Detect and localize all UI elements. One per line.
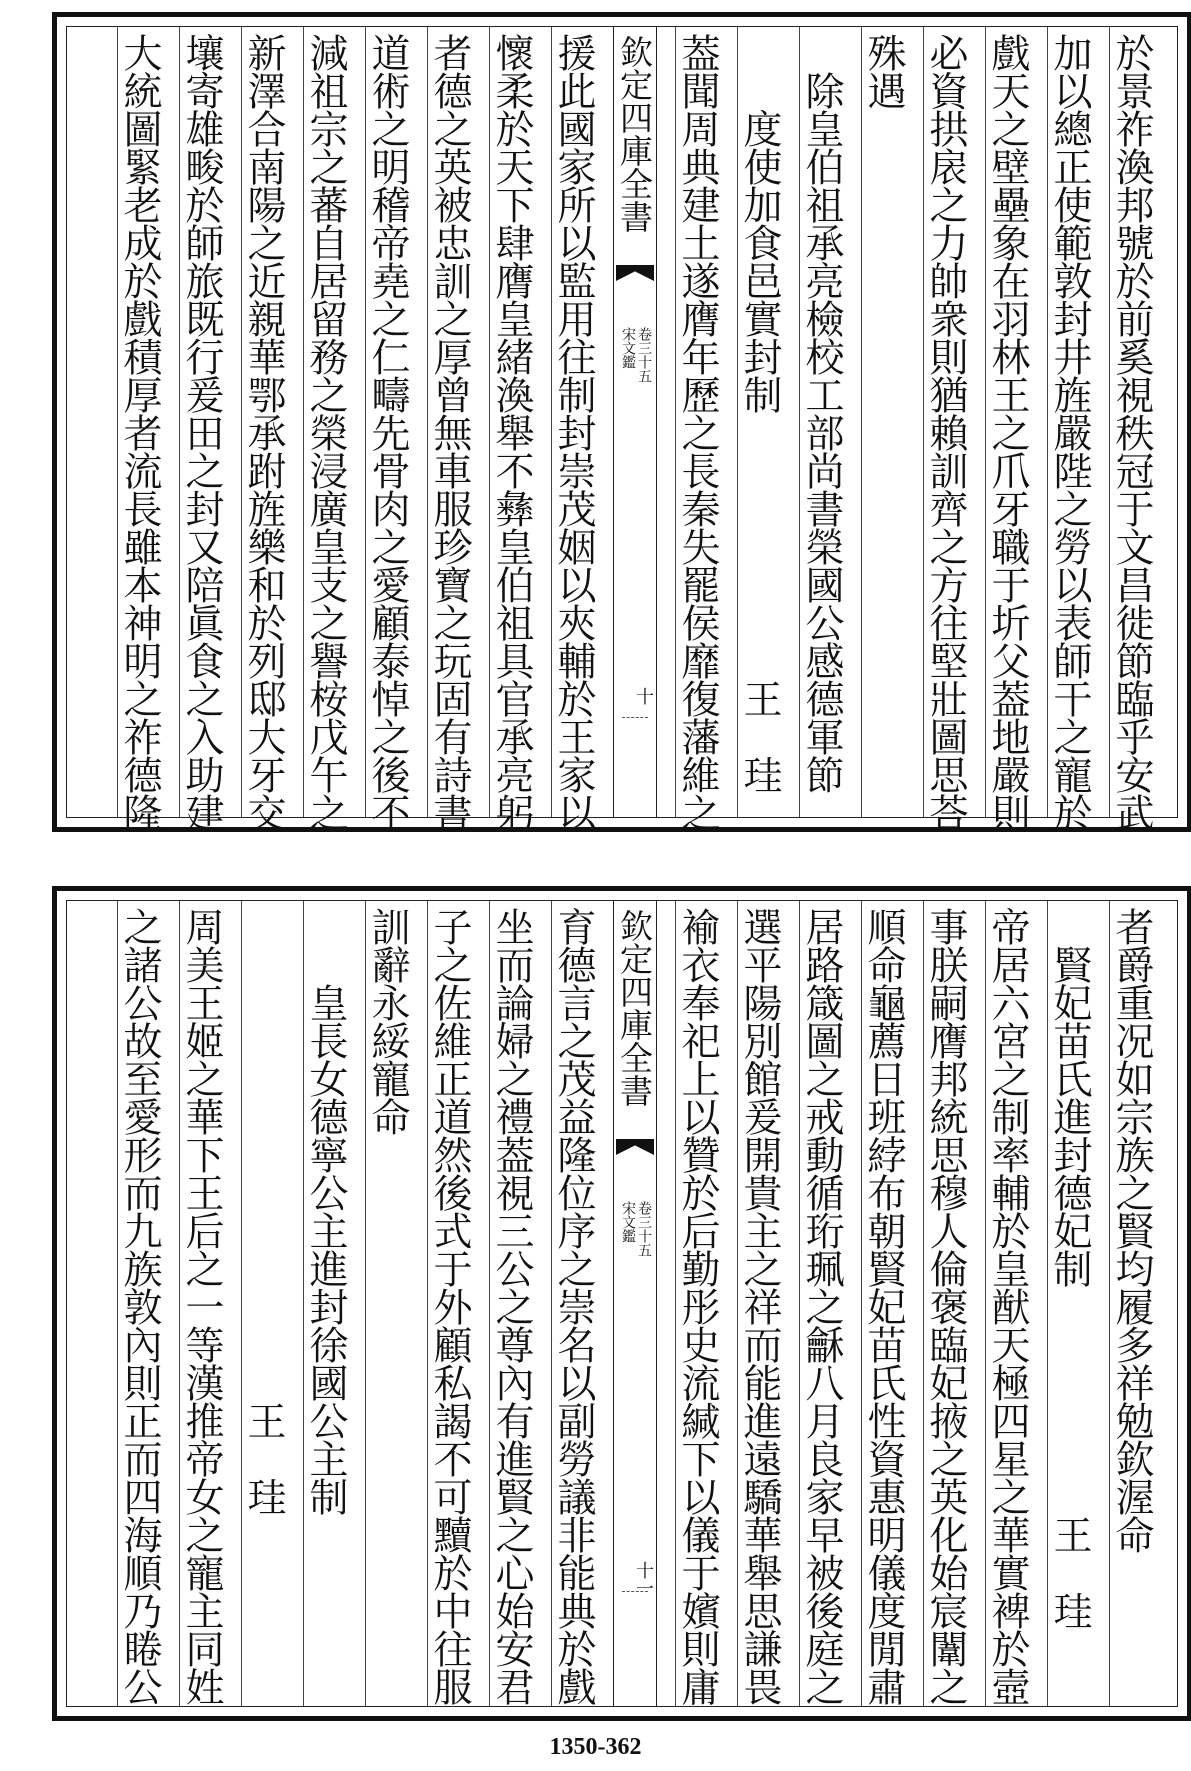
- text-column: [799, 27, 843, 817]
- column-text: 道術之明稽帝堯之仁疇先骨肉之愛顧泰悼之後不: [365, 33, 410, 831]
- column-text: 度使加食邑實封制 王 珪: [737, 33, 782, 793]
- text-column: [1047, 901, 1091, 1706]
- column-text: 新澤合南陽之近親華鄂承跗旌樂和於列邸大牙交: [241, 33, 286, 831]
- page-number: 1350-362: [549, 1734, 642, 1760]
- column-text: 帝居六宮之制率輔於皇猷天極四星之華實裨於壼: [985, 907, 1030, 1705]
- text-column: [1047, 27, 1092, 831]
- banxin-rule: [622, 717, 648, 718]
- column-text: 者爵重况如宗族之賢均履多祥勉欽渥命: [1109, 907, 1154, 1553]
- column-text: 戲天之壁壘象在羽林王之爪牙職于圻父葢地嚴則: [985, 33, 1030, 831]
- text-column: [799, 901, 843, 1706]
- volume-label: 卷三十五: [636, 1201, 652, 1257]
- leaf-page-number: 十: [633, 687, 654, 705]
- text-column: [551, 27, 596, 831]
- bottom-leaf: [52, 886, 1191, 1721]
- column-text: 褕衣奉祀上以贊於后勤彤史流緘下以儀于嬪則庸: [675, 907, 720, 1705]
- text-column: [179, 27, 224, 831]
- column-text: 除皇伯祖承亮檢校工部尚書榮國公感德軍節: [799, 33, 844, 793]
- text-column: [365, 901, 409, 1706]
- top-leaf-frame: [66, 26, 1178, 831]
- column-text: 葢聞周典建土遂膺年歷之長秦失罷侯靡復藩維之: [675, 33, 720, 831]
- library-title: 欽定四庫全書: [615, 35, 654, 233]
- text-column: [303, 901, 347, 1706]
- text-column: [861, 901, 905, 1706]
- column-text: 必資拱扆之力帥衆則猶賴訓齊之方往堅壯圖思荅: [923, 33, 968, 831]
- text-column: [985, 27, 1030, 831]
- column-text: 賢妃苗氏進封德妃制 王 珪: [1047, 907, 1092, 1629]
- text-column: [675, 901, 719, 1706]
- column-text: 居路箴圖之戒動循珩珮之龢八月良家早被後庭之: [799, 907, 844, 1705]
- banxin-center-strip: [613, 901, 657, 1706]
- column-text: 者德之英被忠訓之厚曾無車服珍寶之玩固有詩書: [427, 33, 472, 831]
- text-column: [1109, 27, 1154, 831]
- text-column: [861, 27, 905, 817]
- column-text: 大統圖緊老成於戲積厚者流長雖本神明之祚德隆: [117, 33, 162, 831]
- text-column: [241, 27, 286, 831]
- text-column: [1109, 901, 1153, 1706]
- text-column: [427, 27, 472, 831]
- column-text: 於景祚渙邦號於前奚視秩冠于文昌徙節臨乎安武: [1109, 33, 1154, 831]
- column-text: 育德言之茂益隆位序之崇名以副勞議非能典於戲: [551, 907, 596, 1705]
- source-title: 宋文鑑: [620, 1201, 636, 1243]
- text-column: [303, 27, 348, 831]
- column-text: 順命龜薦日班綍布朝賢妃苗氏性資惠明儀度閒肅: [861, 907, 906, 1705]
- column-text: 周美王姬之華下王后之一等漢推帝女之寵主同姓: [179, 907, 224, 1705]
- column-text: 子之佐維正道然後式于外顧私謁不可黷於中往服: [427, 907, 472, 1705]
- text-column: [675, 27, 720, 831]
- fishtail-mark: [616, 265, 654, 281]
- text-column: [923, 901, 967, 1706]
- banxin-center-strip: [613, 27, 657, 817]
- top-leaf: [52, 12, 1191, 832]
- fishtail-mark: [616, 1139, 654, 1155]
- text-column: [737, 27, 781, 817]
- column-text: 坐而論婦之禮葢視三公之尊內有進賢之心始安君: [489, 907, 534, 1705]
- leaf-page-number: 十一: [633, 1561, 654, 1597]
- volume-label: 卷三十五: [636, 327, 652, 383]
- column-text: 殊遇: [861, 33, 906, 109]
- text-column: [489, 27, 534, 831]
- text-column: [923, 27, 968, 831]
- text-column: [365, 27, 410, 831]
- source-title: 宋文鑑: [620, 327, 636, 369]
- text-column: [179, 901, 223, 1706]
- banxin-rule: [622, 1591, 648, 1592]
- column-text: 王 珪: [241, 907, 286, 1515]
- column-text: 加以總正使範敦封井旌嚴陛之勞以表師干之寵於: [1047, 33, 1092, 831]
- text-column: [241, 901, 285, 1706]
- column-text: 減祖宗之蕃自居留務之榮浸廣皇支之譽桉戊午之: [303, 33, 348, 831]
- text-column: [985, 901, 1029, 1706]
- text-column: [117, 901, 161, 1706]
- column-text: 壤寄雄畯於師旅既行爰田之封又陪眞食之入助建: [179, 33, 224, 831]
- column-text: 援此國家所以監用往制封崇茂姻以夾輔於王家以: [551, 33, 596, 831]
- column-text: 選平陽別館爰開貴主之祥而能進遠驕華舉思謙畏: [737, 907, 782, 1705]
- column-text: 訓辭永綏寵命: [365, 907, 410, 1135]
- column-text: 事朕嗣膺邦統思穆人倫褒臨妃掖之英化始宸闈之: [923, 907, 968, 1705]
- bottom-leaf-frame: [66, 900, 1178, 1707]
- text-column: [551, 901, 595, 1706]
- text-column: [427, 901, 471, 1706]
- column-text: 懷柔於天下肆膺皇緒渙舉不彝皇伯祖具官承亮躬: [489, 33, 534, 831]
- text-column: [117, 27, 162, 831]
- text-column: [737, 901, 781, 1706]
- library-title: 欽定四庫全書: [615, 909, 654, 1107]
- column-text: 皇長女德寧公主進封徐國公主制: [303, 907, 348, 1515]
- column-text: 之諸公故至愛形而九族敦內則正而四海順乃睠公: [117, 907, 162, 1705]
- text-column: [489, 901, 533, 1706]
